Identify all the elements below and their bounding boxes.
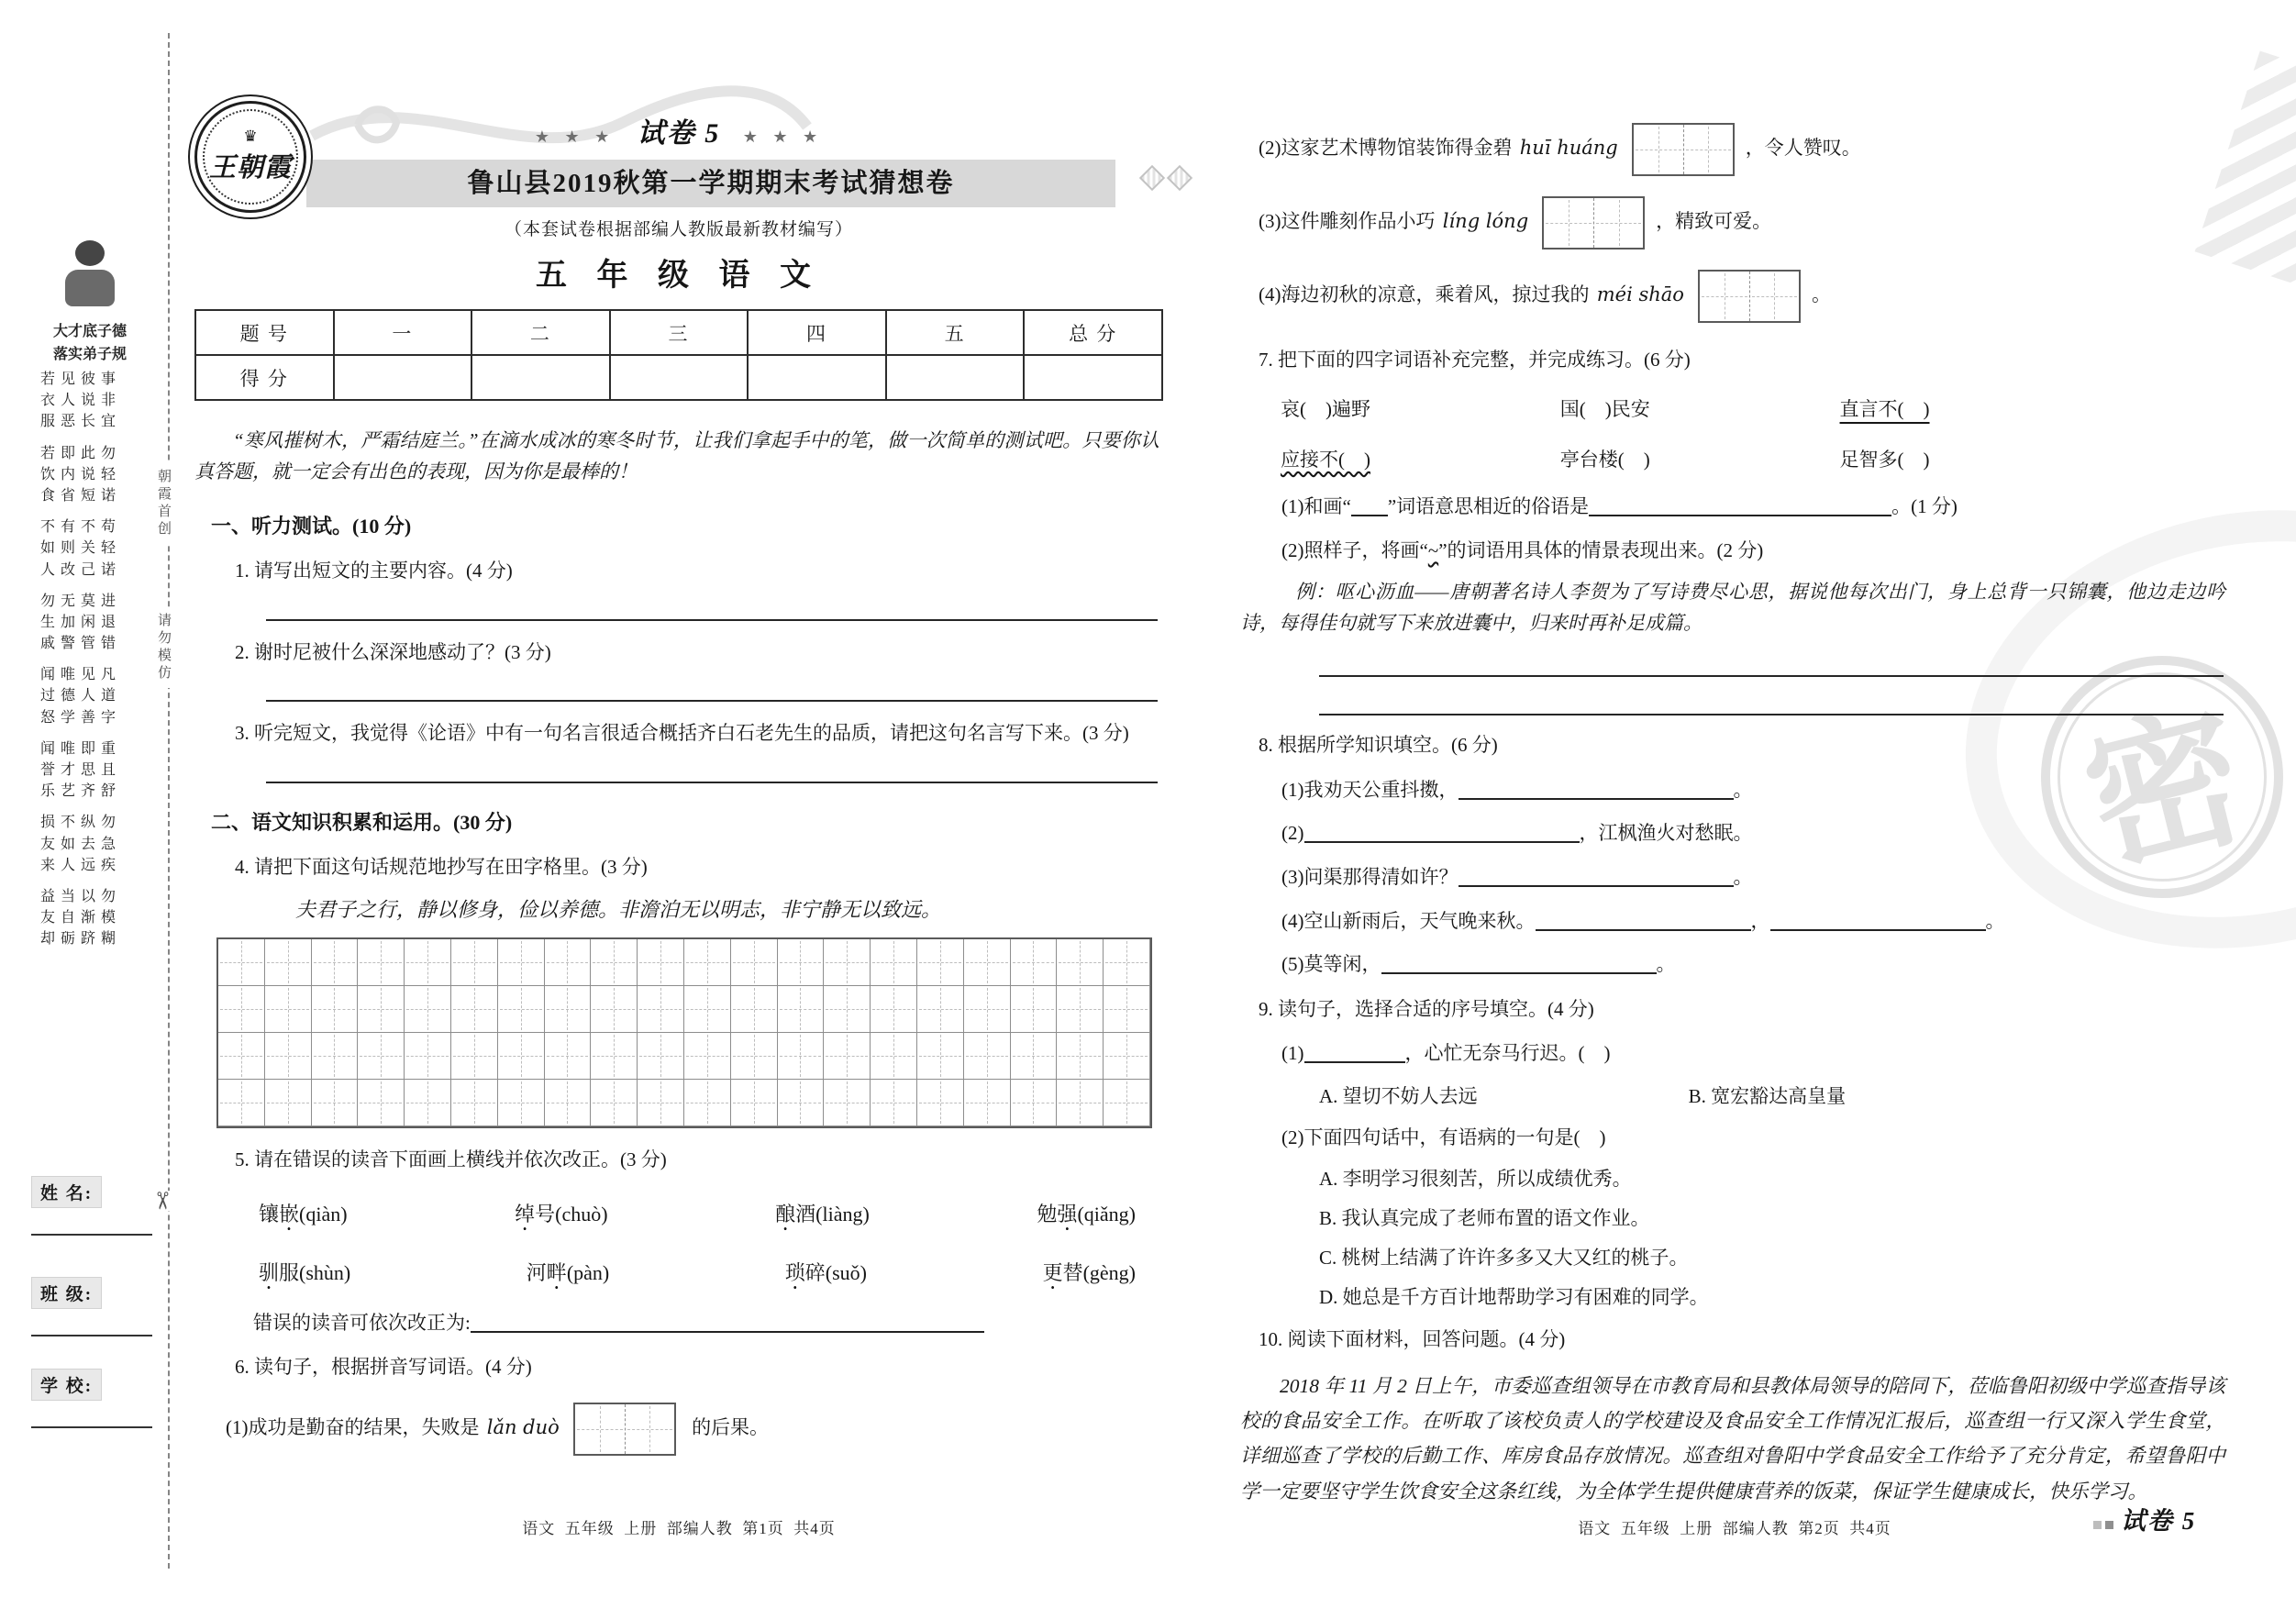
word-completion-item: 足智多( ) bbox=[1839, 449, 1930, 471]
verse-block bbox=[40, 812, 152, 876]
writing-cell bbox=[1104, 939, 1150, 986]
grade-subject-title: 五 年 级 语 文 bbox=[536, 259, 822, 293]
word-completion-row bbox=[1281, 443, 2161, 478]
writing-cell bbox=[778, 939, 825, 986]
score-table bbox=[194, 309, 1163, 401]
question-8-item: (2) ，江枫渔火对愁眠。 bbox=[1281, 822, 1753, 845]
exam-title: 鲁山县2019秋第一学期期末考试猜想卷 bbox=[306, 160, 1115, 207]
writing-cell bbox=[1544, 198, 1593, 248]
answer-blank bbox=[1459, 885, 1734, 887]
verse-block bbox=[40, 591, 152, 655]
writing-cell bbox=[638, 1033, 684, 1080]
writing-cell bbox=[498, 1080, 545, 1126]
verse-line: 戚警管错 bbox=[40, 636, 122, 652]
question-7-sub-1: (1)和画“ ”词语意思相近的俗语是 。(1 分) bbox=[1281, 495, 1958, 518]
writing-cell bbox=[358, 986, 405, 1033]
question-2: 2. 谢时尼被什么深深地感动了？(3 分) bbox=[235, 640, 551, 663]
writing-cell bbox=[358, 939, 405, 986]
intro-paragraph: “寒风摧树木，严霜结庭兰。”在滴水成冰的寒冬时节，让我们拿起手中的笔，做一次简单的测试吧。只要你认真答题，就一定会有出色的表现，因为你是最棒的！ bbox=[194, 429, 1159, 483]
motto-line: 落实弟子规 bbox=[52, 346, 127, 362]
class-label: 班 级: bbox=[31, 1277, 102, 1309]
option-a: A. 李明学习很刻苦，所以成绩优秀。 bbox=[1319, 1168, 1632, 1191]
writing-cell bbox=[824, 986, 871, 1033]
writing-cell bbox=[1593, 198, 1643, 248]
score-table-header-row bbox=[195, 310, 1162, 355]
score-table-empty-cell bbox=[886, 355, 1025, 400]
answer-blank bbox=[1589, 515, 1891, 516]
writing-cell bbox=[638, 939, 684, 986]
verse-line: 衣人说非 bbox=[40, 393, 122, 409]
option-c: C. 桃树上结满了许许多多又大又红的桃子。 bbox=[1319, 1247, 1689, 1270]
verse-line: 却砺跻糊 bbox=[40, 931, 122, 948]
writing-cell bbox=[964, 939, 1011, 986]
writing-cell bbox=[871, 939, 917, 986]
question-6-item-3: (3)这件雕刻作品小巧 líng lóng ，精致可爱。 bbox=[1259, 189, 2229, 257]
writing-cell bbox=[218, 1080, 265, 1126]
writing-cell bbox=[1057, 986, 1104, 1033]
word-item: 琐碎(suǒ) bbox=[784, 1260, 868, 1284]
score-table-cell: 得 分 bbox=[195, 355, 334, 400]
verse-line: 友如去急 bbox=[40, 836, 122, 852]
page-1-footer: 语文 五年级 上册 部编人教 第1页 共4页 bbox=[522, 1520, 836, 1537]
writing-cell bbox=[545, 1033, 592, 1080]
word-completion-row bbox=[1281, 393, 2161, 427]
writing-cell bbox=[1104, 1080, 1150, 1126]
writing-cell bbox=[591, 986, 638, 1033]
writing-cell bbox=[871, 1080, 917, 1126]
corner-square-icon bbox=[2105, 1521, 2113, 1529]
stars-right: ★ ★ ★ bbox=[742, 128, 824, 146]
writing-cell bbox=[265, 1033, 312, 1080]
mascot-body bbox=[65, 270, 115, 306]
writing-cell bbox=[545, 1080, 592, 1126]
writing-cell bbox=[1057, 939, 1104, 986]
writing-cell bbox=[265, 986, 312, 1033]
writing-cell bbox=[1104, 1033, 1150, 1080]
title-band-decoration bbox=[1134, 169, 1189, 193]
verse-line: 不有不苟 bbox=[40, 519, 122, 536]
word-completion-item-underlined: 直言不( ) bbox=[1839, 397, 1930, 420]
score-table-cell: 一 bbox=[334, 310, 472, 355]
pinyin-word-row bbox=[259, 1254, 1136, 1292]
writing-cell bbox=[964, 1033, 1011, 1080]
writing-cell bbox=[1683, 125, 1733, 174]
pinyin-writing-box bbox=[573, 1403, 676, 1456]
verse-line: 若即此勿 bbox=[40, 445, 122, 461]
writing-cell bbox=[684, 986, 731, 1033]
writing-cell bbox=[1011, 1033, 1058, 1080]
writing-cell bbox=[358, 1033, 405, 1080]
question-10: 10. 阅读下面材料，回答问题。(4 分) bbox=[1259, 1328, 1566, 1351]
brand-logo-text: 王朝霞 bbox=[208, 153, 292, 183]
writing-cell bbox=[638, 1080, 684, 1126]
word-item: 酿酒(liàng) bbox=[775, 1202, 870, 1225]
verse-line: 誉才思且 bbox=[40, 762, 122, 778]
question-8-item: (3)问渠那得清如许？ 。 bbox=[1281, 866, 1753, 888]
vertical-note-original: 朝霞首创 bbox=[154, 463, 173, 544]
writing-cell bbox=[625, 1404, 674, 1454]
crown-icon: ♛ bbox=[243, 128, 258, 146]
page-2-footer: 语文 五年级 上册 部编人教 第2页 共4页 bbox=[1578, 1520, 1891, 1537]
score-table-cell: 四 bbox=[748, 310, 886, 355]
question-8-item: (1)我劝天公重抖擞， 。 bbox=[1281, 778, 1753, 801]
question-9-sub-1: (1) ，心忙无奈马行迟。( ) bbox=[1281, 1042, 1611, 1065]
verse-line: 来人远疾 bbox=[40, 857, 122, 873]
verse-line: 过德人道 bbox=[40, 688, 122, 704]
paper-number-header bbox=[194, 110, 1163, 150]
question-5-correction-line: 错误的读音可依次改正为: bbox=[253, 1308, 1163, 1336]
writing-cell bbox=[405, 986, 451, 1033]
class-write-line bbox=[31, 1335, 152, 1336]
motto-line: 大才底子德 bbox=[52, 324, 127, 339]
verse-block bbox=[40, 886, 152, 950]
answer-line bbox=[266, 782, 1158, 783]
binding-dashed-line bbox=[168, 33, 170, 1569]
word-completion-item: 哀( )遍野 bbox=[1281, 397, 1370, 420]
verse-line: 饮内说轻 bbox=[40, 466, 122, 482]
exam-subtitle: （本套试卷根据部编人教版最新教材编写） bbox=[504, 220, 853, 239]
vertical-note-no-copy: 请勿模仿 bbox=[154, 607, 173, 688]
student-school-field bbox=[31, 1369, 161, 1428]
score-table-cell: 二 bbox=[471, 310, 610, 355]
answer-blank bbox=[1459, 798, 1734, 800]
answer-blank bbox=[471, 1331, 984, 1333]
question-7-sub-2: (2)照样子，将画“~”的词语用具体的情景表现出来。(2 分) bbox=[1281, 538, 1764, 561]
name-label: 姓 名: bbox=[31, 1176, 102, 1208]
mascot-figure bbox=[57, 240, 123, 314]
question-6-item-2: (2)这家艺术博物馆装饰得金碧 huī huáng ，令人赞叹。 bbox=[1259, 116, 2229, 183]
writing-cell bbox=[638, 986, 684, 1033]
writing-cell bbox=[731, 1033, 778, 1080]
page-2 bbox=[1240, 110, 2229, 1509]
corner-square-icon bbox=[2093, 1521, 2102, 1529]
verse-line: 闻唯见凡 bbox=[40, 667, 122, 683]
section-2-title: 二、语文知识积累和运用。(30 分) bbox=[211, 810, 513, 834]
writing-cell bbox=[312, 1080, 359, 1126]
verse-line: 怒学善字 bbox=[40, 709, 122, 726]
corner-paper-label: 试卷 5 bbox=[2121, 1507, 2197, 1535]
verse-line: 食省短诺 bbox=[40, 487, 122, 504]
verse-block bbox=[40, 664, 152, 728]
school-write-line bbox=[31, 1426, 152, 1428]
writing-cell bbox=[218, 939, 265, 986]
writing-cell bbox=[1749, 272, 1799, 321]
question-6: 6. 读句子，根据拼音写词语。(4 分) bbox=[235, 1356, 532, 1379]
score-table-empty-cell bbox=[471, 355, 610, 400]
writing-grid bbox=[216, 937, 1152, 1128]
writing-cell bbox=[591, 939, 638, 986]
stars-left: ★ ★ ★ bbox=[534, 128, 616, 146]
question-8-item: (5)莫等闲， 。 bbox=[1281, 953, 1676, 976]
writing-cell bbox=[778, 1033, 825, 1080]
answer-blank bbox=[1304, 1061, 1405, 1063]
brand-logo bbox=[194, 101, 306, 213]
writing-cell bbox=[405, 1033, 451, 1080]
writing-cell bbox=[218, 986, 265, 1033]
writing-cell bbox=[591, 1080, 638, 1126]
writing-cell bbox=[731, 1080, 778, 1126]
answer-blank bbox=[1770, 929, 1986, 931]
writing-cell bbox=[451, 986, 498, 1033]
writing-cell bbox=[824, 1080, 871, 1126]
word-item: 勉强(qiǎng) bbox=[1037, 1202, 1136, 1225]
writing-cell bbox=[917, 939, 964, 986]
verse-line: 若见彼事 bbox=[40, 372, 122, 387]
writing-cell bbox=[218, 1033, 265, 1080]
writing-cell bbox=[964, 1080, 1011, 1126]
answer-line bbox=[1319, 714, 2224, 715]
writing-cell bbox=[591, 1033, 638, 1080]
answer-line bbox=[266, 700, 1158, 702]
pinyin-writing-box bbox=[1698, 270, 1801, 323]
writing-cell bbox=[451, 1080, 498, 1126]
writing-cell bbox=[1104, 986, 1150, 1033]
question-3: 3. 听完短文，我觉得《论语》中有一句名言很适合概括齐白石老先生的品质，请把这句名言写下来。(3 分) bbox=[235, 722, 1129, 745]
verse-block bbox=[40, 516, 152, 581]
question-7: 7. 把下面的四字词语补充完整，并完成练习。(6 分) bbox=[1259, 349, 1691, 371]
writing-cell bbox=[684, 939, 731, 986]
writing-cell bbox=[498, 986, 545, 1033]
word-item: 更替(gèng) bbox=[1042, 1260, 1136, 1284]
verse-line: 人改己诺 bbox=[40, 561, 122, 578]
writing-cell bbox=[498, 1033, 545, 1080]
verse-line: 乐艺齐舒 bbox=[40, 783, 122, 800]
writing-cell bbox=[312, 1033, 359, 1080]
writing-cell bbox=[358, 1080, 405, 1126]
writing-cell bbox=[871, 1033, 917, 1080]
answer-blank bbox=[1351, 515, 1388, 516]
pinyin-writing-box bbox=[1542, 196, 1645, 250]
word-item: 河畔(pàn) bbox=[526, 1260, 610, 1284]
score-table-empty-cell bbox=[610, 355, 749, 400]
page-1 bbox=[194, 110, 1163, 1463]
verse-block bbox=[40, 443, 152, 507]
writing-cell bbox=[731, 986, 778, 1033]
answer-line bbox=[266, 619, 1158, 621]
writing-cell bbox=[498, 939, 545, 986]
writing-cell bbox=[265, 939, 312, 986]
word-completion-item: 亭台楼( ) bbox=[1559, 449, 1650, 471]
verse-block bbox=[40, 369, 152, 433]
exam-title-band bbox=[306, 160, 1115, 207]
score-table-cell: 总 分 bbox=[1024, 310, 1162, 355]
question-4-copy-text: 夫君子之行，静以修身，俭以养德。非澹泊无以明志，非宁静无以致远。 bbox=[295, 898, 942, 922]
option-d: D. 她总是千方百计地帮助学习有困难的同学。 bbox=[1319, 1286, 1709, 1309]
writing-cell bbox=[917, 1080, 964, 1126]
word-item: 镶嵌(qiàn) bbox=[259, 1202, 348, 1225]
writing-cell bbox=[451, 1033, 498, 1080]
question-8-item: (4)空山新雨后，天气晚来秋。 ， 。 bbox=[1281, 909, 2005, 932]
verse-line: 生加闲退 bbox=[40, 614, 122, 630]
pinyin-writing-box bbox=[1632, 123, 1735, 176]
verse-line: 服恶长宜 bbox=[40, 414, 122, 430]
answer-blank bbox=[1536, 929, 1751, 931]
writing-cell bbox=[731, 939, 778, 986]
confidential-stamp-character: 密 bbox=[2069, 689, 2261, 893]
writing-cell bbox=[684, 1080, 731, 1126]
student-class-field bbox=[31, 1277, 161, 1336]
question-8: 8. 根据所学知识填空。(6 分) bbox=[1259, 734, 1498, 757]
question-7-example: 例：呕心沥血——唐朝著名诗人李贺为了写诗费尽心思，据说他每次出门，身上总背一只锦囊，他边走边吟诗，每得佳句就写下来放进囊中，归来时再补足成篇。 bbox=[1240, 581, 2225, 635]
paper-number-label: 试卷 5 bbox=[637, 118, 721, 149]
dizigui-verse-list bbox=[40, 369, 152, 960]
answer-line bbox=[1319, 675, 2224, 677]
writing-cell bbox=[778, 986, 825, 1033]
score-table-cell: 题 号 bbox=[195, 310, 334, 355]
writing-cell bbox=[778, 1080, 825, 1126]
question-9: 9. 读句子，选择合适的序号填空。(4 分) bbox=[1259, 997, 1594, 1020]
writing-cell bbox=[545, 986, 592, 1033]
writing-cell bbox=[451, 939, 498, 986]
writing-cell bbox=[1634, 125, 1683, 174]
verse-line: 勿无莫进 bbox=[40, 593, 122, 609]
writing-cell bbox=[312, 939, 359, 986]
question-6-item-1: (1)成功是勤奋的结果，失败是 lǎn duò 的后果。 bbox=[226, 1395, 1163, 1463]
word-completion-item: 国( )民安 bbox=[1559, 397, 1650, 420]
option-a: A. 望切不妨人去远 bbox=[1319, 1084, 1478, 1107]
score-table-cell: 五 bbox=[886, 310, 1025, 355]
verse-line: 如则关轻 bbox=[40, 540, 122, 557]
student-name-field bbox=[31, 1176, 161, 1236]
question-9-sub-1-options bbox=[1319, 1081, 2229, 1109]
section-1-title: 一、听力测试。(10 分) bbox=[211, 515, 412, 538]
writing-cell bbox=[684, 1033, 731, 1080]
word-item: 驯服(shùn) bbox=[259, 1260, 351, 1284]
writing-cell bbox=[917, 1033, 964, 1080]
word-completion-item-wavy: 应接不( ) bbox=[1281, 449, 1370, 471]
writing-cell bbox=[312, 986, 359, 1033]
mascot-head bbox=[75, 240, 105, 266]
writing-cell bbox=[1057, 1080, 1104, 1126]
score-table-empty-cell bbox=[334, 355, 472, 400]
writing-cell bbox=[824, 939, 871, 986]
option-b: B. 宽宏豁达高皇量 bbox=[1688, 1084, 1847, 1107]
verse-line: 闻唯即重 bbox=[40, 740, 122, 757]
score-table-empty-cell bbox=[1024, 355, 1162, 400]
writing-cell bbox=[575, 1404, 625, 1454]
score-table-score-row bbox=[195, 355, 1162, 400]
name-write-line bbox=[31, 1234, 152, 1236]
question-6-item-4: (4)海边初秋的凉意，乘着风，掠过我的 méi shāo 。 bbox=[1259, 262, 2229, 330]
score-table-cell: 三 bbox=[610, 310, 749, 355]
score-table-empty-cell bbox=[748, 355, 886, 400]
option-b: B. 我认真完成了老师布置的语文作业。 bbox=[1319, 1207, 1650, 1230]
verse-line: 友自渐模 bbox=[40, 910, 122, 926]
verse-block bbox=[40, 738, 152, 803]
writing-cell bbox=[1057, 1033, 1104, 1080]
question-10-material: 2018 年 11 月 2 日上午，市委巡查组领导在市教育局和县教体局领导的陪同下，莅临鲁阳初级中学巡查指导该校的食品安全工作。在听取了该校负责人的学校建设及食品安全工作情况汇报后，巡查组一行又深入学生食堂，详细巡查了学校的后勤工作、库房食品存放情况。巡查组对鲁阳中学食品安全工作给予了充分肯定，希望鲁阳中学一定要坚守学生饮食安全这条红线，为全体学生提供健康营养的饭菜，保证学生健康成长，快乐学习。 bbox=[1240, 1374, 2225, 1503]
answer-blank bbox=[1381, 972, 1657, 974]
writing-cell bbox=[871, 986, 917, 1033]
writing-cell bbox=[1011, 1080, 1058, 1126]
question-9-sub-2: (2)下面四句话中，有语病的一句是( ) bbox=[1281, 1126, 1606, 1148]
answer-blank bbox=[1304, 841, 1580, 843]
sidebar-motto bbox=[26, 321, 154, 367]
verse-line: 损不纵勿 bbox=[40, 815, 122, 831]
verse-line: 益当以勿 bbox=[40, 888, 122, 904]
writing-cell bbox=[1011, 939, 1058, 986]
writing-cell bbox=[545, 939, 592, 986]
writing-cell bbox=[1700, 272, 1749, 321]
question-1: 1. 请写出短文的主要内容。(4 分) bbox=[235, 560, 513, 582]
writing-cell bbox=[964, 986, 1011, 1033]
scissors-icon: ✂ bbox=[147, 1191, 175, 1211]
writing-cell bbox=[265, 1080, 312, 1126]
writing-cell bbox=[824, 1033, 871, 1080]
writing-cell bbox=[1011, 986, 1058, 1033]
writing-cell bbox=[917, 986, 964, 1033]
writing-cell bbox=[405, 1080, 451, 1126]
pinyin-word-row bbox=[259, 1195, 1136, 1234]
writing-cell bbox=[405, 939, 451, 986]
school-label: 学 校: bbox=[31, 1369, 102, 1401]
question-5: 5. 请在错误的读音下面画上横线并依次改正。(3 分) bbox=[235, 1148, 667, 1171]
paper-number-corner bbox=[2093, 1501, 2196, 1536]
word-item: 绰号(chuò) bbox=[515, 1202, 608, 1225]
question-4: 4. 请把下面这句话规范地抄写在田字格里。(3 分) bbox=[235, 855, 648, 878]
